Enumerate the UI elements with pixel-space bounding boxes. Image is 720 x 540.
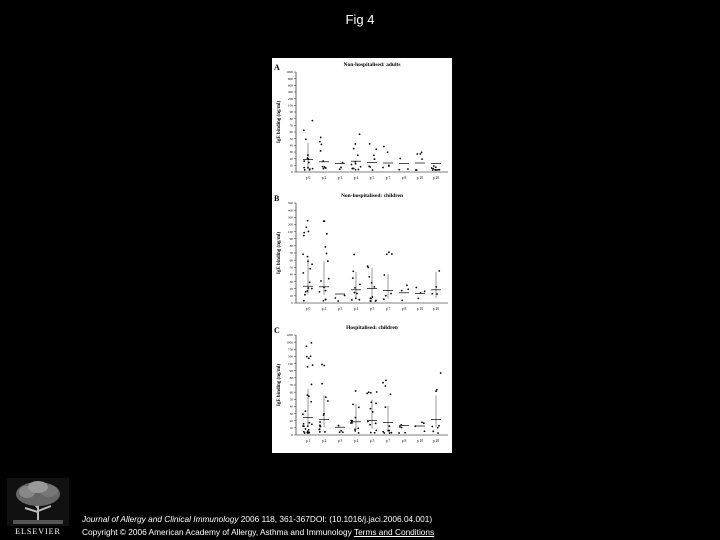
y-tick-label: 50 [289, 265, 293, 270]
x-tick-label: p 5 [369, 439, 375, 443]
data-point [326, 253, 328, 255]
x-tick-label: p 3 [337, 176, 343, 180]
data-point [388, 430, 390, 432]
data-point [359, 283, 361, 285]
data-point [353, 167, 355, 169]
data-point [423, 422, 425, 424]
data-point [350, 420, 352, 422]
y-tick-label: 80 [289, 244, 293, 249]
y-tick-label: 10 [289, 163, 293, 168]
data-point [385, 295, 387, 297]
data-point [303, 129, 305, 131]
data-point [398, 169, 400, 171]
data-point [308, 357, 310, 359]
data-point [371, 296, 373, 298]
data-point [370, 408, 372, 410]
y-tick-label: 50 [289, 136, 293, 141]
data-point [310, 401, 312, 403]
data-point [368, 276, 370, 278]
data-point [354, 428, 356, 430]
data-point [351, 164, 353, 166]
data-point [352, 270, 354, 272]
data-point [369, 424, 371, 426]
data-point [404, 432, 406, 434]
data-point [357, 427, 359, 429]
x-tick-label: p 4 [353, 439, 359, 443]
x-tick-label: p 1 [305, 439, 311, 443]
data-point [424, 430, 426, 432]
x-tick-label: p 2 [321, 439, 327, 443]
data-point [382, 382, 384, 384]
data-point [319, 141, 321, 143]
data-point [307, 231, 309, 233]
data-point [342, 162, 344, 164]
data-point [386, 253, 388, 255]
x-tick-label: p 2 [321, 307, 327, 311]
data-point [344, 295, 346, 297]
y-tick-label: 0 [291, 301, 293, 306]
data-point [432, 430, 434, 432]
data-point [436, 293, 438, 295]
data-point [320, 150, 322, 152]
data-point [323, 220, 325, 222]
data-point [355, 390, 357, 392]
data-point [309, 168, 311, 170]
data-point [435, 390, 437, 392]
data-point [304, 294, 306, 296]
data-point [390, 393, 392, 395]
data-point [340, 167, 342, 169]
y-tick-label: 750 [287, 347, 293, 352]
data-point [358, 406, 360, 408]
data-point [406, 284, 408, 286]
x-tick-label: p 7 [385, 439, 391, 443]
data-point [325, 290, 327, 292]
y-tick-label: 500 [287, 201, 293, 206]
data-point [311, 384, 313, 386]
data-point [320, 280, 322, 282]
data-point [328, 278, 330, 280]
data-point [303, 167, 305, 169]
data-point [431, 167, 433, 169]
data-point [388, 165, 390, 167]
x-tick-label: p 5 [369, 307, 375, 311]
data-point [320, 143, 322, 145]
data-point [308, 429, 310, 431]
data-point [367, 267, 369, 269]
caption-line-2 [82, 526, 434, 539]
data-point [312, 168, 314, 170]
data-point [401, 290, 403, 292]
x-tick-label: p 0 [305, 307, 311, 311]
data-point [311, 288, 313, 290]
data-point [352, 403, 354, 405]
data-point [324, 166, 326, 168]
data-point [326, 233, 328, 235]
data-point [309, 281, 311, 283]
data-point [374, 432, 376, 434]
data-point [366, 393, 368, 395]
data-point [436, 169, 438, 171]
data-point [382, 431, 384, 433]
y-tick-label: 400 [287, 90, 293, 95]
data-point [310, 355, 312, 357]
y-tick-label: 20 [289, 286, 293, 291]
data-point [431, 293, 433, 295]
x-tick-label: p 7 [385, 176, 391, 180]
y-tick-label: 40 [289, 143, 293, 148]
y-tick-label: 90 [289, 236, 293, 241]
data-point [322, 166, 324, 168]
data-point [303, 423, 305, 425]
data-point [356, 293, 358, 295]
data-point [373, 286, 375, 288]
data-point [388, 251, 390, 253]
y-tick-label: 1000 [286, 70, 293, 75]
data-point [398, 432, 400, 434]
data-point [375, 402, 377, 404]
data-point [327, 400, 329, 402]
data-point [303, 232, 305, 234]
data-point [438, 169, 440, 171]
y-tick-label: 500 [287, 354, 293, 359]
panel-title: Non-hospitalised: children [340, 193, 404, 199]
data-point [319, 425, 321, 427]
data-point [419, 153, 421, 155]
panel-letter: A [274, 63, 280, 72]
panel-letter: C [274, 326, 280, 335]
y-tick-label: 1200 [286, 333, 293, 338]
data-point [421, 158, 423, 160]
x-tick-label: p 0 [305, 176, 311, 180]
x-tick-label: p 20 [432, 176, 440, 180]
data-point [352, 277, 354, 279]
y-tick-label: 10 [289, 294, 293, 299]
x-tick-label: p 8 [401, 176, 407, 180]
data-point [401, 427, 403, 429]
data-point [319, 428, 321, 430]
x-tick-label: p 8 [401, 439, 407, 443]
data-point [357, 154, 359, 156]
x-tick-label: p 10 [416, 439, 424, 443]
data-point [369, 143, 371, 145]
data-point [387, 151, 389, 153]
data-point [370, 432, 372, 434]
y-tick-label: 0 [291, 433, 293, 438]
data-point [390, 293, 392, 295]
data-point [327, 260, 329, 262]
data-point [319, 291, 321, 293]
data-point [338, 425, 340, 427]
data-point [311, 263, 313, 265]
figure-title: Fig 4 [345, 12, 375, 27]
data-point [312, 364, 314, 366]
y-tick-label: 30 [289, 150, 293, 155]
caption-line-1 [82, 513, 434, 526]
data-point [355, 163, 357, 165]
x-tick-label: p 2 [321, 176, 327, 180]
elsevier-wordmark: ELSEVIER [15, 527, 61, 536]
data-point [391, 253, 393, 255]
data-point [358, 432, 360, 434]
data-point [302, 272, 304, 274]
y-tick-label: 100 [287, 229, 293, 234]
panel-title: Non-hospitalised: adults [343, 62, 401, 68]
data-point [391, 432, 393, 434]
y-tick-label: 80 [289, 376, 293, 381]
data-point [337, 300, 339, 302]
data-point [421, 421, 423, 423]
data-point [437, 427, 439, 429]
data-point [339, 168, 341, 170]
data-point [340, 430, 342, 432]
data-point [385, 385, 387, 387]
data-point [437, 432, 439, 434]
journal-name: Journal of Allergy and Clinical Immunology [82, 514, 239, 524]
data-point [438, 425, 440, 427]
data-point [368, 165, 370, 167]
data-point [354, 287, 356, 289]
y-tick-label: 60 [289, 258, 293, 263]
data-point [383, 274, 385, 276]
data-point [432, 169, 434, 171]
data-point [368, 391, 370, 393]
x-tick-label: p 20 [432, 439, 440, 443]
data-point [435, 166, 437, 168]
data-point [399, 426, 401, 428]
data-point [303, 300, 305, 302]
data-point [321, 364, 323, 366]
data-point [308, 432, 310, 434]
data-point [321, 383, 323, 385]
data-point [433, 165, 435, 167]
data-point [424, 290, 426, 292]
data-point [320, 137, 322, 139]
y-tick-label: 600 [287, 83, 293, 88]
data-point [370, 297, 372, 299]
data-point [323, 414, 325, 416]
figure-svg [272, 58, 452, 453]
data-point [370, 392, 372, 394]
data-point [383, 298, 385, 300]
data-point [309, 268, 311, 270]
data-point [353, 148, 355, 150]
data-point [417, 297, 419, 299]
y-axis-label: IgE binding (ng/ml) [277, 363, 282, 407]
y-tick-label: 100 [287, 361, 293, 366]
data-point [351, 299, 353, 301]
y-tick-label: 90 [289, 368, 293, 373]
data-point [342, 431, 344, 433]
data-point [302, 253, 304, 255]
data-point [407, 288, 409, 290]
data-point [374, 158, 376, 160]
data-point [401, 300, 403, 302]
terms-link[interactable]: Terms and Conditions [353, 527, 435, 537]
y-tick-label: 10 [289, 426, 293, 431]
panel-title: Hospitalised: children [346, 325, 398, 331]
data-point [407, 168, 409, 170]
panel-letter: B [274, 194, 280, 203]
y-tick-label: 400 [287, 208, 293, 213]
data-point [399, 158, 401, 160]
data-point [311, 120, 313, 122]
y-axis-label: IgE binding (ng/ml) [277, 231, 282, 275]
x-tick-label: p 3 [337, 439, 343, 443]
y-tick-label: 60 [289, 130, 293, 135]
data-point [353, 254, 355, 256]
data-point [305, 410, 307, 412]
data-point [382, 167, 384, 169]
figure-caption [82, 513, 434, 539]
data-point [375, 148, 377, 150]
data-point [308, 162, 310, 164]
data-point [373, 154, 375, 156]
data-point [438, 270, 440, 272]
data-point [307, 432, 309, 434]
data-point [383, 146, 385, 148]
data-point [359, 133, 361, 135]
data-point [307, 287, 309, 289]
data-point [334, 297, 336, 299]
data-point [324, 246, 326, 248]
data-point [323, 365, 325, 367]
data-point [306, 356, 308, 358]
data-point [324, 431, 326, 433]
x-tick-label: p 5 [369, 176, 375, 180]
y-tick-label: 100 [287, 103, 293, 108]
y-tick-label: 200 [287, 96, 293, 101]
data-point [308, 422, 310, 424]
data-point [325, 396, 327, 398]
data-point [303, 235, 305, 237]
x-tick-label: p 3 [337, 307, 343, 311]
data-point [307, 256, 309, 258]
data-point [385, 379, 387, 381]
data-point [305, 428, 307, 430]
data-point [355, 169, 357, 171]
data-point [319, 431, 321, 433]
x-tick-label: p 4 [353, 307, 359, 311]
y-tick-label: 70 [289, 123, 293, 128]
data-point [305, 226, 307, 228]
y-tick-label: 40 [289, 272, 293, 277]
data-point [323, 168, 325, 170]
y-axis-label: IgE binding (ng/ml) [277, 100, 282, 144]
data-point [370, 300, 372, 302]
data-point [306, 345, 308, 347]
x-tick-label: p 8 [401, 307, 407, 311]
data-point [435, 286, 437, 288]
data-point [311, 342, 313, 344]
data-point [375, 422, 377, 424]
x-tick-label: p 4 [353, 176, 359, 180]
data-point [376, 391, 378, 393]
data-point [339, 431, 341, 433]
data-point [416, 153, 418, 155]
data-point [385, 406, 387, 408]
y-tick-label: 20 [289, 418, 293, 423]
data-point [304, 432, 306, 434]
data-point [302, 425, 304, 427]
data-point [415, 287, 417, 289]
data-point [421, 151, 423, 153]
y-tick-label: 1000 [286, 340, 293, 345]
data-point [375, 300, 377, 302]
y-tick-label: 300 [287, 215, 293, 220]
x-tick-label: p 7 [385, 307, 391, 311]
y-tick-label: 60 [289, 390, 293, 395]
data-point [350, 422, 352, 424]
data-point [304, 169, 306, 171]
data-point [303, 160, 305, 162]
data-point [434, 169, 436, 171]
data-point [415, 169, 417, 171]
data-point [358, 169, 360, 171]
y-tick-label: 0 [291, 170, 293, 175]
data-point [358, 299, 360, 301]
data-point [308, 395, 310, 397]
y-tick-label: 200 [287, 222, 293, 227]
data-point [311, 423, 313, 425]
x-tick-label: p 20 [432, 307, 440, 311]
data-point [431, 426, 433, 428]
y-tick-label: 90 [289, 110, 293, 115]
data-point [440, 372, 442, 374]
data-point [307, 220, 309, 222]
data-point [323, 300, 325, 302]
y-tick-label: 70 [289, 383, 293, 388]
y-tick-label: 70 [289, 251, 293, 256]
x-tick-label: p 10 [416, 307, 424, 311]
data-point [375, 429, 377, 431]
data-point [302, 413, 304, 415]
data-point [325, 298, 327, 300]
data-point [319, 421, 321, 423]
data-point [389, 432, 391, 434]
y-tick-label: 20 [289, 156, 293, 161]
data-point [436, 389, 438, 391]
y-tick-label: 40 [289, 404, 293, 409]
y-tick-label: 30 [289, 411, 293, 416]
data-point [307, 366, 309, 368]
copyright-text: Copyright © 2006 American Academy of Allergy, Asthma and Immunology [82, 527, 354, 537]
x-tick-label: p 10 [416, 176, 424, 180]
y-tick-label: 50 [289, 397, 293, 402]
data-point [360, 166, 362, 168]
y-tick-label: 800 [287, 76, 293, 81]
data-point [354, 143, 356, 145]
citation-text: 2006 118, 361-367DOI: (10.1016/j.jaci.2006.04.001) [238, 514, 433, 524]
data-point [372, 169, 374, 171]
figure-image [272, 58, 452, 453]
y-tick-label: 30 [289, 279, 293, 284]
data-point [305, 138, 307, 140]
data-point [388, 425, 390, 427]
y-tick-label: 80 [289, 116, 293, 121]
data-point [305, 291, 307, 293]
data-point [354, 292, 356, 294]
